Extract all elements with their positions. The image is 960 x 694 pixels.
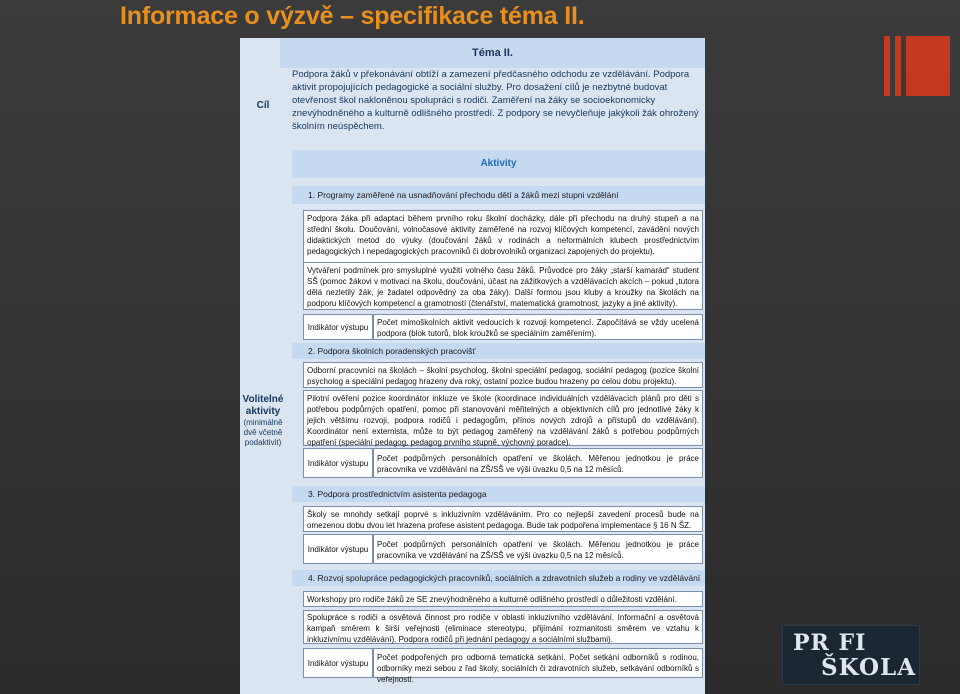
section-text-box: [303, 506, 703, 532]
decorative-bar: [884, 36, 890, 96]
section-text: Odborní pracovníci na školách – školní psycholog, školní speciální pedagog, sociální pedagog (pozice školní psycholog a speciální pedagog hrazeny dva roky, ostatní pozice budou hrazeny po celou dobu projektu).: [307, 366, 699, 386]
section-text-box: [303, 262, 703, 310]
section-text: Workshopy pro rodiče žáků ze SE znevýhodněného a kulturně odlišného prostředí o důležitosti vzdělání.: [307, 595, 677, 604]
logo-line2: ŠKOLA: [821, 654, 917, 681]
volitelne-label-text: Volitelné aktivity: [242, 394, 284, 417]
section-text-box: [303, 591, 703, 607]
indikator-label: Indikátor výstupu: [303, 448, 373, 478]
indikator-value: [373, 314, 703, 340]
tema-header: Téma II.: [280, 38, 705, 68]
indikator-text: Počet mimoškolních aktivit vedoucích k rozvoji kompetencí. Započítává se vždy ucelená podpora (blok tutorů, blok kroužků se speciálním zaměřením).: [377, 318, 699, 338]
indikator-value: [373, 648, 703, 684]
aktivity-header: Aktivity: [292, 150, 705, 178]
section-heading: 4. Rozvoj spolupráce pedagogických pracovníků, sociálních a zdravotních služeb a rodiny ve vzdělávání: [292, 570, 705, 586]
section-heading: 3. Podpora prostřednictvím asistenta pedagoga: [292, 486, 705, 502]
section-text-box: [303, 390, 703, 446]
page-title: Informace o výzvě – specifikace téma II.: [120, 2, 585, 30]
indikator-text: Počet podpůrných personálních opatření ve školách. Měřenou jednotkou je práce pracovníka ve vzdělávání na ZŠ/SŠ ve výši úvazku 0,5 na 12 měsíců.: [377, 454, 699, 474]
decorative-bar: [895, 36, 901, 96]
section-text: Pilotní ověření pozice koordinátor inkluze ve škole (koordinace individuálních vzdělávacích plánů pro děti s potřebou podpůrných opatření, pomoc při stanovování měřitelných a objektivních cílů pro jednotlivé žáky k jejich většímu rozvoji, podpora rodičů i pedagogům, přínos nových zdrojů a přístupů do vzdělávání). Koordinátor není externista, může to být pedagog zaměřený na vzdělávání žáků s potřebou podpůrných opatření (speciální pedagog, pedagog prvního stupně, výchovný poradce).: [307, 394, 699, 447]
section-heading: 1. Programy zaměřené na usnadňování přechodu dětí a žáků mezi stupni vzdělání: [292, 186, 705, 204]
section-text-box: [303, 362, 703, 388]
section-text: Vytváření podmínek pro smysluplné využití volného času žáků. Průvodce pro žáky „starší kamarád“ student SŠ (pomoc žákovi v motivaci na školu, doučování, účast na zážitkových a vzdělávacích akcích – pokud „tutora dělá nezletilý žák, je žadatel odpovědný za oba žáky). Další formou jsou kluby a kroužky na školách na podporu klíčových kompetencí a gramotností (čtenářství, matematická gramotnost, jazyky a jiné aktivity).: [307, 266, 699, 308]
indikator-label: Indikátor výstupu: [303, 314, 373, 340]
section-text: Spolupráce s rodiči a osvětová činnost pro rodiče v oblasti inkluzivního vzdělávání. Informační a osvětová kampaň směrem k širší veřejnosti (eliminace stereotypu, přijímání rozmanitosti směrem ve vztahu k inkluzivnímu vzdělávání). Podpora rodičů při jednání pedagogy a sociálními službami).: [307, 613, 699, 644]
section-heading: 2. Podpora školních poradenských pracovišť: [292, 343, 705, 359]
indikator-value: [373, 448, 703, 478]
cil-text: Podpora žáků v překonávání obtíží a zamezení předčasného odchodu ze vzdělávání. Podpora aktivit propojujících pedagogické a sociální služby. Pro dosažení cílů je nezbytné budovat otevřenost škol nakloněnou spolupráci s rodiči. Zaměření na žáky se socioekonomicky znevýhodněného a kulturně odlišného prostředí. Z podpory se nevyčleňuje jakýkoli žák ohrožený školním neúspěchem.: [292, 69, 699, 132]
cil-label: Cíl: [256, 99, 270, 111]
profi-skola-logo: [783, 626, 919, 684]
section-text-box: [303, 610, 703, 644]
decorative-bar: [906, 36, 950, 96]
section-text: Školy se mnohdy setkají poprvé s inkluzivním vzděláváním. Pro co nejlepší zavedení procesů bude na omezenou dobu dvou let hrazena profese asistent pedagoga. Bude tak podpořena implementace § 16 N ŠZ.: [307, 510, 699, 530]
indikator-value: [373, 534, 703, 564]
indikator-label: Indikátor výstupu: [303, 648, 373, 678]
indikator-text: Počet podpůrných personálních opatření ve školách. Měřenou jednotkou je práce pracovníka ve vzdělávání na ZŠ/SŠ ve výši úvazku 0,5 na 12 měsíců.: [377, 540, 699, 560]
indikator-text: Počet podpořených pro odborná tematická setkání. Počet setkání odborníků s rodinou, odborníky mezi sebou z řad školy, sociálních či zdravotních služeb, setkávání odborníků s veřejností.: [377, 653, 699, 684]
logo-line1: PR FI: [793, 630, 867, 656]
volitelne-aktivity-label: [240, 394, 286, 448]
document-page: [240, 38, 705, 694]
volitelne-sublabel: (minimálně dvě včetně podaktivit): [243, 418, 283, 447]
indikator-label: Indikátor výstupu: [303, 534, 373, 564]
section-text: Podpora žáka při adaptaci během prvního roku školní docházky, dále při přechodu na druhý stupeň a na střední školu. Doučování, volnočasové aktivity zaměřené na rozvoj klíčových kompetencí, zavádění nových didaktických metod do výuky (doučování žáků v rodinách a neformálních klubech prostřednictvím pedagogických i nepedagogických pracovníků či dobrovolníků organizací zapojených do projektu).: [307, 214, 699, 256]
